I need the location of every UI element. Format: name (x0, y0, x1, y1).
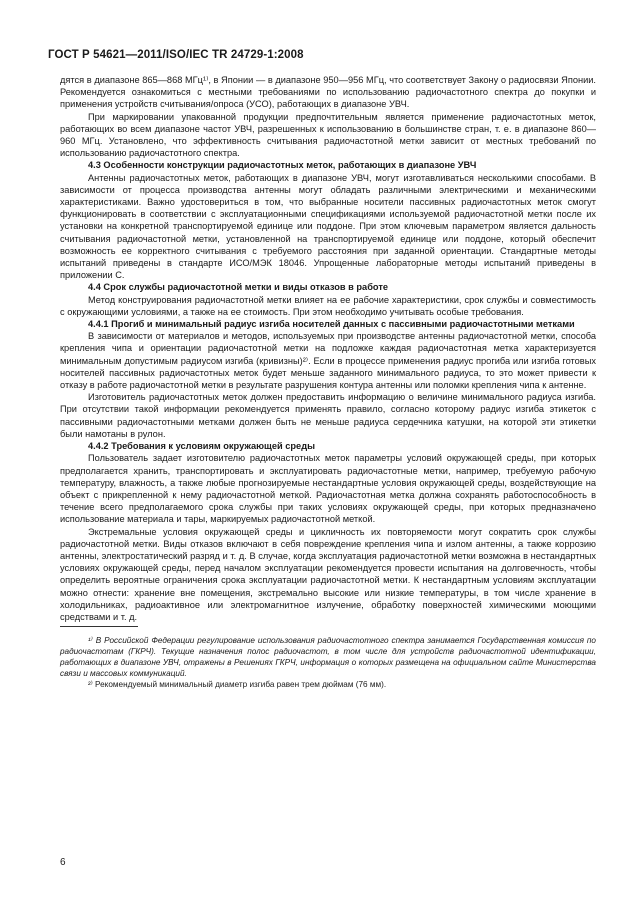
paragraph: Изготовитель радиочастотных меток должен предоставить информацию о величине минимального радиуса изгиба. При отсутствии такой информации рекомендуется применять правило, согласно которому радиус изгиба этикеток с пассивными радиочастотными метками должен быть не меньше радиуса сердечника катушки, на которой эти этикетки были намотаны в рулон. (60, 392, 596, 439)
section-heading: 4.3 Особенности конструкции радиочастотных меток, работающих в диапазоне УВЧ (88, 160, 477, 171)
footnote: ¹⁾ В Российской Федерации регулирование использования радиочастотного спектра занимается Государственная комиссия по радиочастотам (ГКРЧ). Текущие назначения полос радиочастот, в том числе для устройств радиочастотной идентификации, работающих в диапазоне УВЧ, отражены в Решениях ГКРЧ, информация о которых размещена на официальном сайте Министерства связи и массовых коммуникаций. (60, 636, 596, 679)
document-header: ГОСТ Р 54621—2011/ISO/IEC TR 24729-1:2008 (48, 49, 304, 61)
paragraph: Экстремальные условия окружающей среды и цикличность их повторяемости могут сократить срок службы радиочастотной метки. Виды отказов включают в себя повреждение крепления чипа и излом антенны, а также коррозию антенны, электростатический разряд и т. д. В случае, когда эксплуатация радиочастотной метки возможна в нестандартных условиях окружающей среды, перед началом эксплуатации рекомендуется провести испытания на долговечность, чтобы определить вероятные ограничения срока эксплуатации радиочастотной метки. К нестандартным условиям эксплуатации можно отнести: хранение вне помещения, экстремально высокие или низкие температуры, в том числе хранение в холодильниках, радиоактивное или электромагнитное излучение, обработку поверхностей химическими моющими средствами и т. д. (60, 526, 596, 622)
paragraph: При маркировании упакованной продукции предпочтительным является применение радиочастотных меток, работающих во всем диапазоне частот УВЧ, разрешенных к использованию в большинстве стран, т. е. в диапазоне 860—960 МГц. Установлено, что эффективность считывания радиочастотной метки зависит от местных требований по использованию радиочастотного спектра. (60, 111, 596, 159)
paragraph: В зависимости от материалов и методов, используемых при производстве антенны радиочастотной метки, способа крепления чипа и ориентации радиочастотной метки на подложке каждая радиочастотная метка характеризуется минимальным допустимым радиусом изгиба (кривизны)²⁾. Если в процессе применения радиус прогиба или изгиба готовых носителей пассивных радиочастотных меток будет меньше заданного минимального радиуса, то это может привести к отказу в работе радиочастотной метки в результате разрушения контура антенны или поломки крепления чипа к антенне. (60, 331, 596, 391)
section-heading: 4.4 Срок службы радиочастотной метки и виды отказов в работе (88, 282, 389, 293)
subsection-heading: 4.4.2 Требования к условиям окружающей среды (88, 441, 315, 452)
paragraph: Пользователь задает изготовителю радиочастотных меток параметры условий окружающей среды, при которых предполагается хранить, транспортировать и эксплуатировать радиочастотные метки, например, требуемую рабочую температуру, влажность, а также любые прогнозируемые нестандартные условия окружающей среды, воздействующие на объект с прикрепленной к нему радиочастотной меткой. Радиочастотная метка должна сохранять работоспособность в течение всего предполагаемого срока службы при таких условиях окружающей среды, при которых предназначено использование материала и тары, маркируемых радиочастотной меткой. (60, 453, 596, 525)
footnote-separator (60, 626, 138, 627)
page-number: 6 (60, 857, 66, 868)
page-body (60, 74, 596, 690)
paragraph: Антенны радиочастотных меток, работающих в диапазоне УВЧ, могут изготавливаться несколькими способами. В зависимости от процесса производства антенны могут обладать различными электрическими и механическими характеристиками. Важно удостовериться в том, что выбранные носители пассивных радиочастотных меток смогут функционировать в соответствии с эксплуатационными спецификациями используемой радиочастотной метки после их установки на конкретной транспортируемой единице или поддоне. При этом ключевым параметром является дальность считывания радиочастотной метки, установленной на транспортируемой единице или поддоне, который обеспечит возможность ее корректного считывания с требуемого расстояния при заданной ориентации. Стандартные методы испытаний приведены в стандарте ИСО/МЭК 18046. Упрощенные лабораторные методы испытаний приведены в приложении С. (60, 172, 596, 281)
footnotes (60, 635, 596, 690)
footnote: ²⁾ Рекомендуемый минимальный диаметр изгиба равен трем дюймам (76 мм). (88, 680, 387, 690)
subsection-heading: 4.4.1 Прогиб и минимальный радиус изгиба носителей данных с пассивными радиочастотными метками (88, 319, 575, 330)
paragraph: дятся в диапазоне 865—868 МГц¹⁾, в Японии — в диапазоне 950—956 МГц, что соответствует Закону о радиосвязи Японии. Рекомендуется ознакомиться с местными требованиями по использованию радиочастотного спектра до покупки и применения устройств считывания/опроса (УСО), работающих в диапазоне УВЧ. (60, 75, 596, 110)
paragraph: Метод конструирования радиочастотной метки влияет на ее рабочие характеристики, срок службы и совместимость с окружающими условиями, а также на ее стоимость. При этом необходимо учитывать особые требования. (60, 294, 596, 317)
